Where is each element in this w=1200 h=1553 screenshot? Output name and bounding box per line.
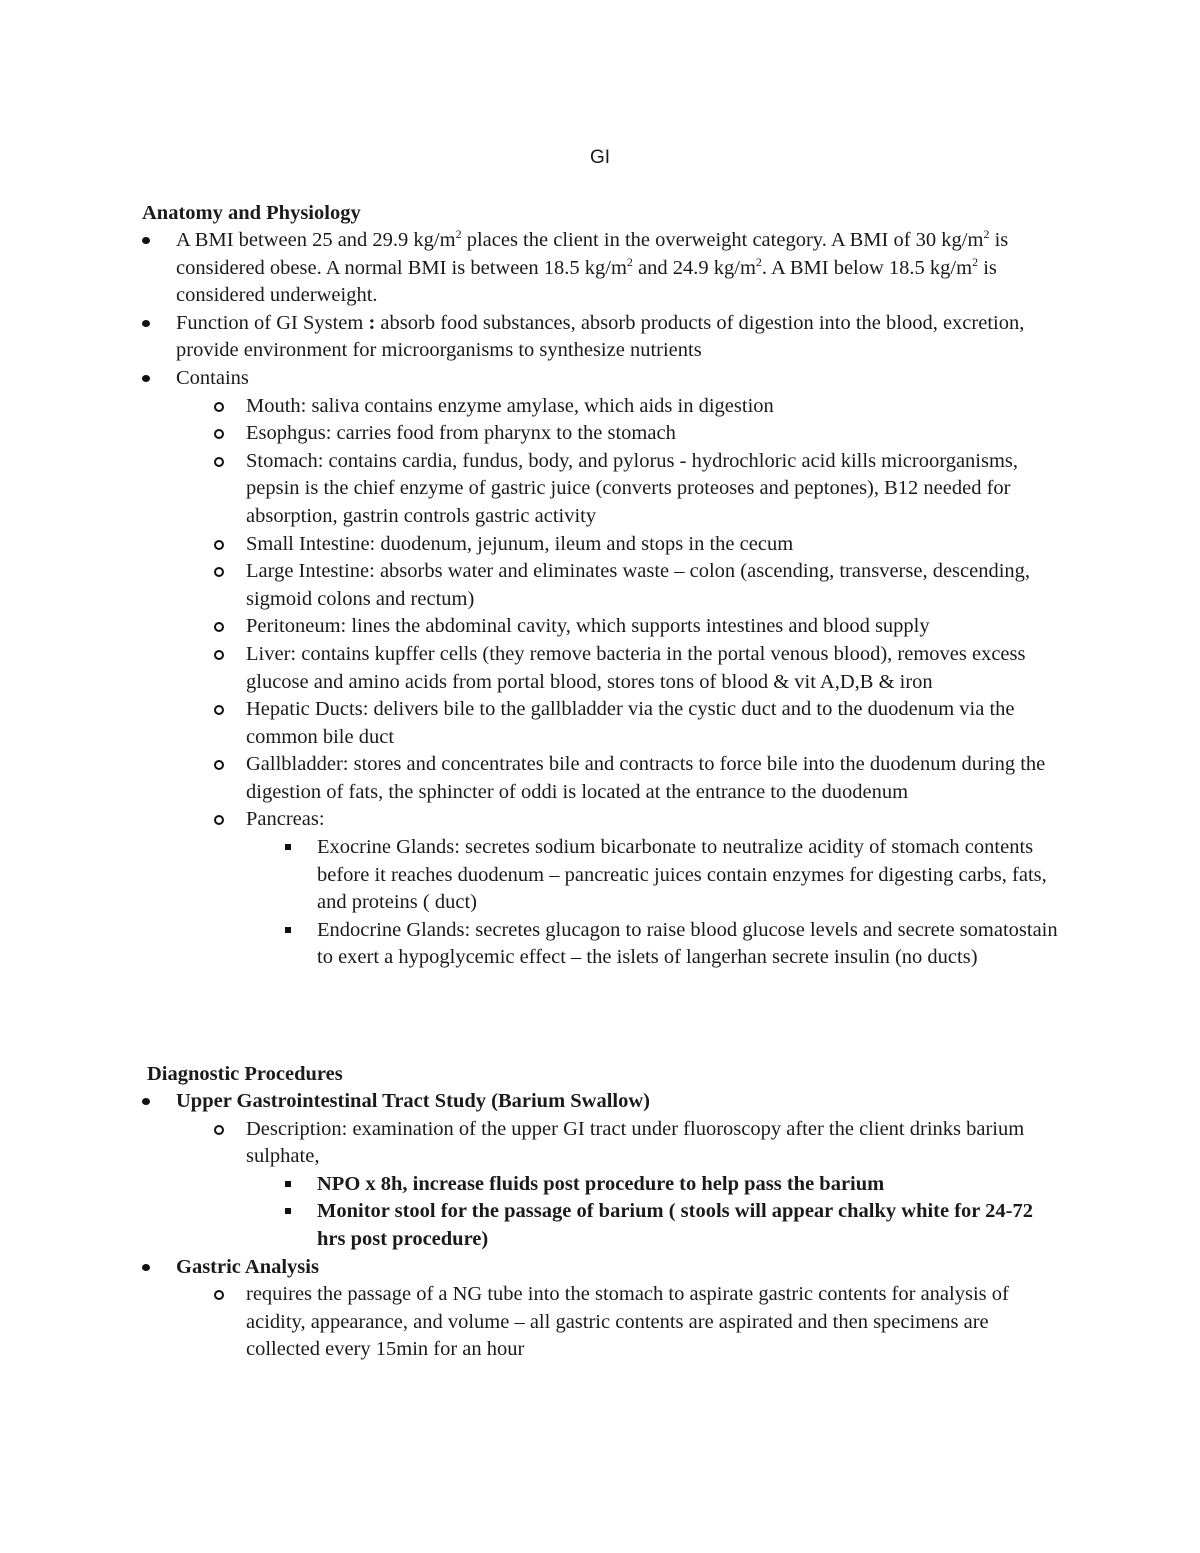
bullet-circle-icon — [214, 1290, 224, 1300]
bullet-square-icon — [285, 1208, 291, 1214]
page-title: GI — [589, 147, 611, 168]
bullet-circle-icon — [214, 540, 224, 550]
bullet-circle-icon — [214, 1125, 224, 1135]
bullet-circle-icon — [214, 650, 224, 660]
ugi-note-stool: Monitor stool for the passage of barium ( stools will appear chalky white for 24-72 hrs post procedure) — [0, 1198, 1059, 1253]
organ-item-esophagus: Esophgus: carries food from pharynx to the stomach — [0, 420, 1056, 448]
bullet-square-icon — [285, 1181, 291, 1187]
organ-item-pancreas: Pancreas: — [0, 806, 1056, 834]
organ-item-small-intestine: Small Intestine: duodenum, jejunum, ileum and stops in the cecum — [0, 531, 1056, 559]
section-heading-anatomy: Anatomy and Physiology — [142, 202, 361, 224]
gastric-analysis-item: Gastric Analysis — [0, 1254, 1056, 1282]
bullet-circle-icon — [214, 457, 224, 467]
bullet-circle-icon — [214, 567, 224, 577]
organ-item-peritoneum: Peritoneum: lines the abdominal cavity, which supports intestines and blood supply — [0, 613, 1056, 641]
bullet-circle-icon — [214, 429, 224, 439]
bullet-circle-icon — [214, 402, 224, 412]
bullet-disc-icon — [142, 375, 150, 382]
organ-item-stomach: Stomach: contains cardia, fundus, body, and pylorus - hydrochloric acid kills microorganisms, pepsin is the chief enzyme of gastric juice (converts proteoses and peptones), B12 needed for absorption, gastrin controls gastric activity — [0, 448, 1056, 531]
ugi-study-item: Upper Gastrointestinal Tract Study (Barium Swallow) — [0, 1088, 1056, 1116]
anatomy-list — [0, 227, 1200, 972]
bullet-square-icon — [285, 927, 291, 933]
function-item: Function of GI System : absorb food substances, absorb products of digestion into the blood, excretion, provide environment for microorganisms to synthesize nutrients — [0, 310, 1056, 365]
organ-item-liver: Liver: contains kupffer cells (they remove bacteria in the portal venous blood), removes excess glucose and amino acids from portal blood, stores tons of blood & vit A,D,B & iron — [0, 641, 1056, 696]
bullet-disc-icon — [142, 1264, 150, 1271]
bullet-disc-icon — [142, 320, 150, 327]
organ-item-mouth: Mouth: saliva contains enzyme amylase, which aids in digestion — [0, 393, 1056, 421]
bullet-circle-icon — [214, 622, 224, 632]
contains-item: Contains — [0, 365, 1056, 393]
gastric-description-item: requires the passage of a NG tube into the stomach to aspirate gastric contents for analysis of acidity, appearance, and volume – all gastric contents are aspirated and then specimens are collected every 15min for an hour — [0, 1281, 1056, 1364]
ugi-note-npo: NPO x 8h, increase fluids post procedure to help pass the barium — [0, 1171, 1059, 1199]
diagnostic-list — [0, 1088, 1200, 1364]
ugi-description-item: Description: examination of the upper GI tract under fluoroscopy after the client drinks barium sulphate, — [0, 1116, 1056, 1171]
pancreas-item-exocrine: Exocrine Glands: secretes sodium bicarbonate to neutralize acidity of stomach contents before it reaches duodenum – pancreatic juices contain enzymes for digesting carbs, fats, and proteins ( duct) — [0, 834, 1059, 917]
bmi-item: A BMI between 25 and 29.9 $kg/m^2$ places the client in the overweight category. A BMI of 30 $kg/m^2$ is considered obese. A normal BMI is between 18.5 $kg/m^2$ and 24.9 $kg/m^2$. A BMI below 18.5 $kg/m^2$ is considered underweight. — [0, 227, 1056, 310]
bullet-disc-icon — [142, 1098, 150, 1105]
pancreas-item-endocrine: Endocrine Glands: secretes glucagon to raise blood glucose levels and secrete somatostain to exert a hypoglycemic effect – the islets of langerhan secrete insulin (no ducts) — [0, 917, 1059, 972]
organ-item-hepatic-ducts: Hepatic Ducts: delivers bile to the gallbladder via the cystic duct and to the duodenum via the common bile duct — [0, 696, 1056, 751]
bullet-circle-icon — [214, 760, 224, 770]
organ-item-large-intestine: Large Intestine: absorbs water and eliminates waste – colon (ascending, transverse, descending, sigmoid colons and rectum) — [0, 558, 1056, 613]
bullet-circle-icon — [214, 815, 224, 825]
section-heading-diagnostic: Diagnostic Procedures — [147, 1063, 343, 1085]
bullet-square-icon — [285, 844, 291, 850]
bullet-circle-icon — [214, 705, 224, 715]
bullet-disc-icon — [142, 237, 150, 244]
organ-item-gallbladder: Gallbladder: stores and concentrates bile and contracts to force bile into the duodenum during the digestion of fats, the sphincter of oddi is located at the entrance to the duodenum — [0, 751, 1056, 806]
